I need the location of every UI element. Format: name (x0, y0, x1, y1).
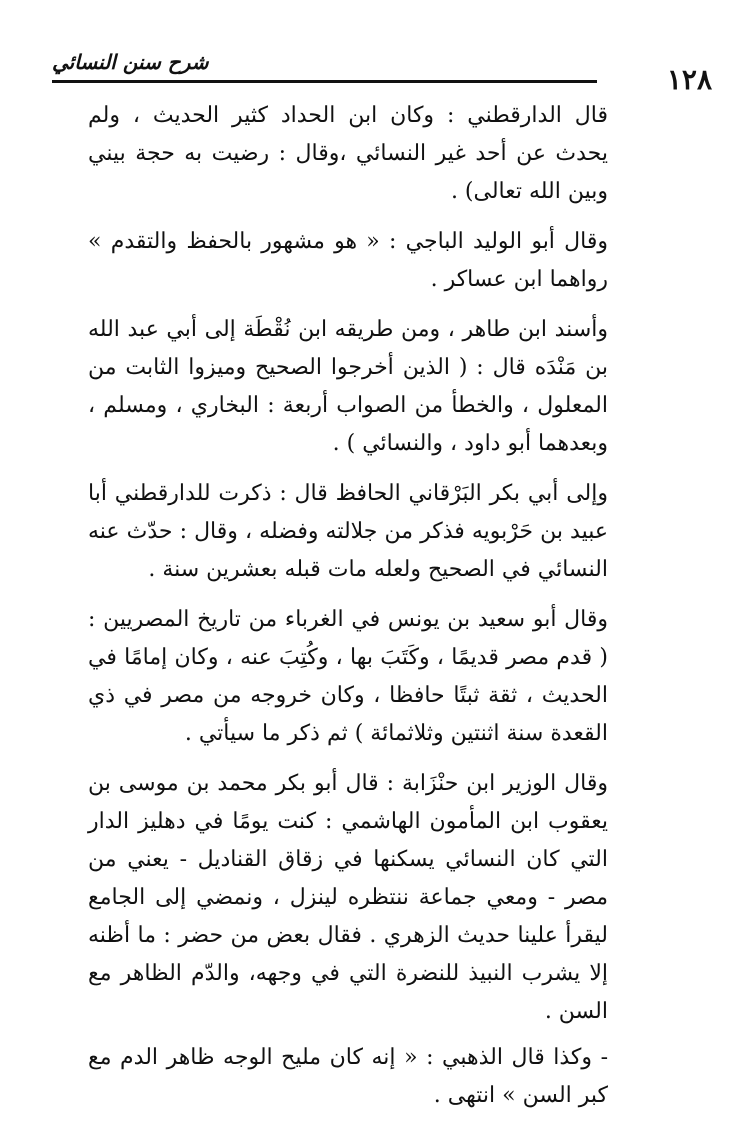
paragraph-ibn-mandah: وأسند ابن طاهر ، ومن طريقه ابن نُقْطَة إلى أبي عبد الله بن مَنْدَه قال : ( الذين أخرجوا الصحيح وميزوا الثابت من المعلول ، والخطأ من الصواب أربعة : البخاري ، ومسلم ، وبعدهما أبو داود ، والنسائي ) . (88, 317, 608, 456)
paragraph-barqani: وإلى أبي بكر البَرْقاني الحافظ قال : ذكرت للدارقطني أبا عبيد بن حَرْبويه فذكر من جلالته وفضله ، وقال : حدّث عنه النسائي في الصحيح ولعله مات قبله بعشرين سنة . (88, 481, 608, 582)
paragraph-daraqutni: قال الدارقطني : وكان ابن الحداد كثير الحديث ، ولم يحدث عن أحد غير النسائي ،وقال : رضيت به حجة بيني وبين الله تعالى) . (88, 103, 608, 204)
paragraph-ibn-hinzaba: وقال الوزير ابن حنْزَابة : قال أبو بكر محمد بن موسى بن يعقوب ابن المأمون الهاشمي : كنت يومًا في دهليز الدار التي كان النسائي يسكنها في زقاق القناديل - يعني من مصر - ومعي جماعة ننتظره لينزل ، ونمضي إلى الجامع ليقرأ علينا حديث الزهري . فقال بعض من حضر : ما أظنه إلا يشرب النبيذ للنضرة التي في وجهه، والدّم الظاهر مع السن . (88, 771, 608, 1024)
running-header (52, 50, 712, 96)
body-text (88, 97, 608, 1127)
paragraph-dhahabi: - وكذا قال الذهبي : « إنه كان مليح الوجه ظاهر الدم مع كبر السن » انتهى . (88, 1045, 608, 1108)
header-rule (52, 80, 597, 83)
paragraph-ibn-yunus: وقال أبو سعيد بن يونس في الغرباء من تاريخ المصريين : ( قدم مصر قديمًا ، وكَتَبَ بها ، وكُتِبَ عنه ، وكان إمامًا في الحديث ، ثقة ثبتًا حافظا ، وكان خروجه من مصر في ذي القعدة سنة اثنتين وثلاثمائة ) ثم ذكر ما سيأتي . (88, 607, 608, 746)
page-number: ١٢٨ (666, 63, 712, 96)
book-title: شرح سنن النسائي (52, 50, 209, 74)
paragraph-baji: وقال أبو الوليد الباجي : « هو مشهور بالحفظ والتقدم » رواهما ابن عساكر . (88, 229, 608, 292)
